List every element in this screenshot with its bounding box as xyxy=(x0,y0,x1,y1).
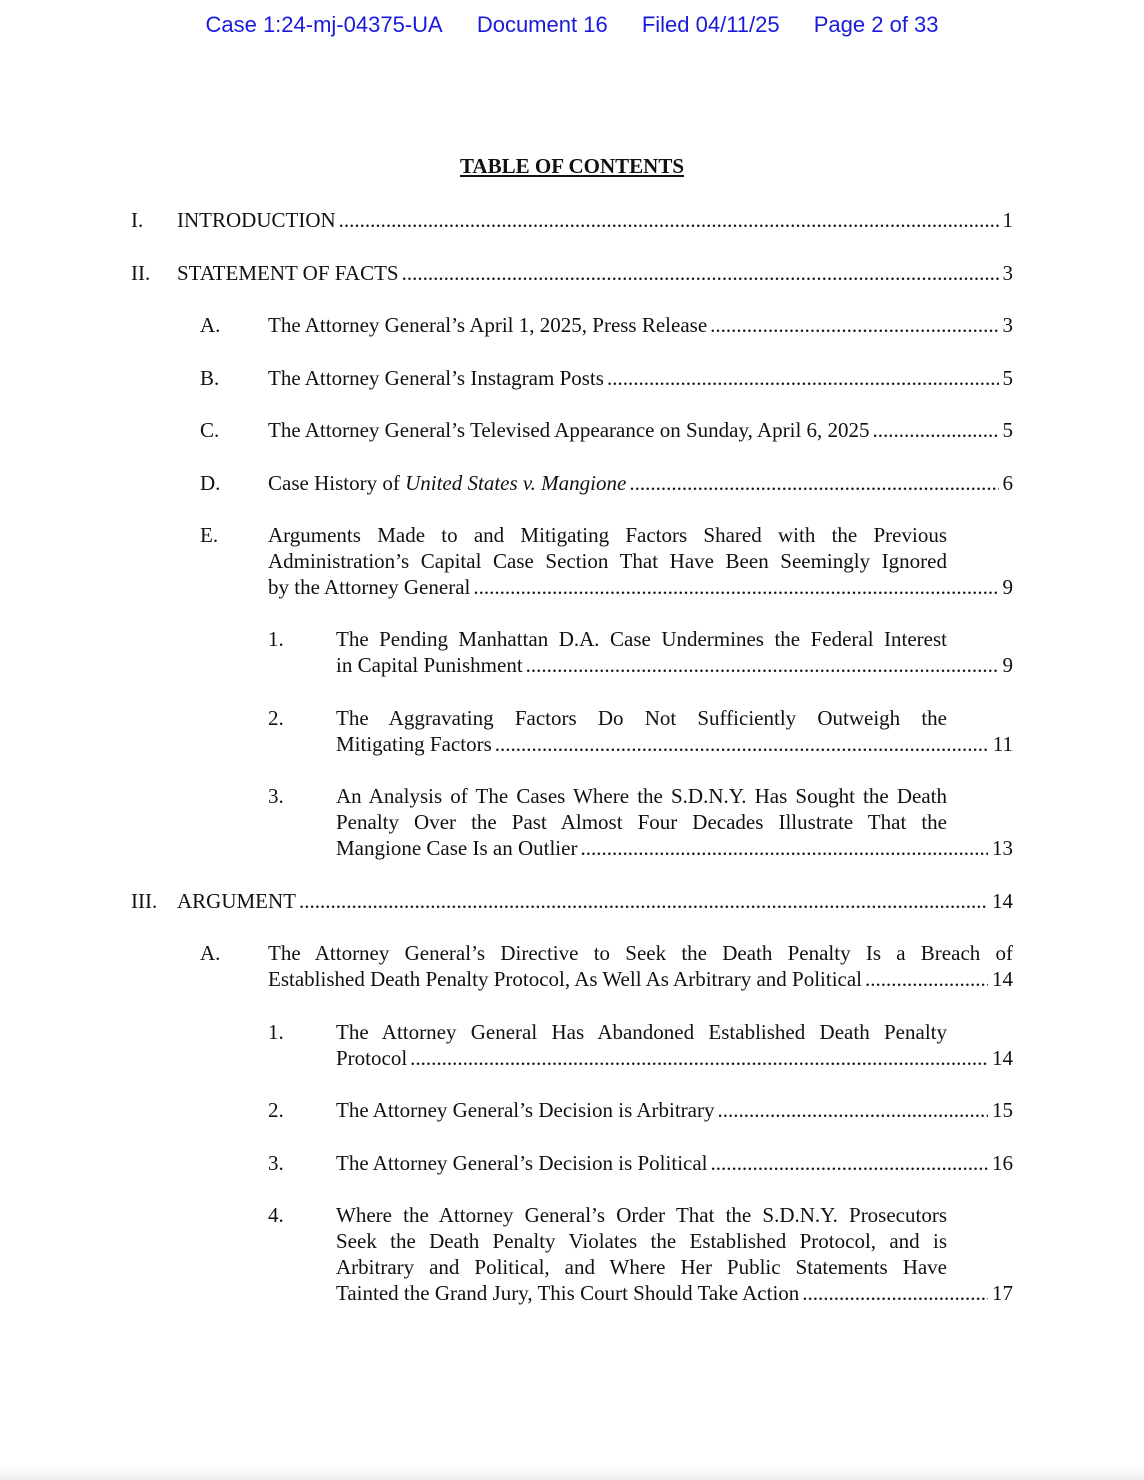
dot-leader xyxy=(711,1150,989,1176)
toc-entry-last-line xyxy=(336,1150,1013,1176)
toc-entry-text xyxy=(177,260,1013,286)
dot-leader xyxy=(526,652,999,678)
toc-entry-line: Where the Attorney General’s Order That the S.D.N.Y. Prosecutors xyxy=(336,1203,947,1227)
toc-entry-number: 2. xyxy=(268,706,284,730)
toc-entry-last-line xyxy=(177,260,1013,286)
toc-entry-number: D. xyxy=(200,471,221,495)
toc-entry-last-line xyxy=(336,1045,1013,1071)
toc-entry-text xyxy=(268,417,1013,443)
toc-entry-last-line xyxy=(268,470,1013,496)
toc-entry-number: 1. xyxy=(268,627,284,651)
toc-page-number: 15 xyxy=(992,1098,1013,1122)
toc-entry-number: 3. xyxy=(268,784,284,808)
toc-entry-line: The Pending Manhattan D.A. Case Undermines the Federal Interest xyxy=(336,627,947,651)
dot-leader xyxy=(802,1280,988,1306)
toc-entry-line: Penalty Over the Past Almost Four Decades Illustrate That the xyxy=(336,810,947,834)
toc-entry-text xyxy=(177,888,1013,914)
toc-entry-last-line xyxy=(336,731,1013,757)
toc-entry-number: 1. xyxy=(268,1020,284,1044)
toc-page-number: 14 xyxy=(992,1046,1013,1070)
dot-leader xyxy=(717,1097,988,1123)
dot-leader xyxy=(865,966,988,992)
toc-entry-label: Protocol xyxy=(336,1046,408,1070)
toc-entry-label: The Attorney General’s Instagram Posts xyxy=(268,366,604,390)
dot-leader xyxy=(580,835,988,861)
toc-entry-number: C. xyxy=(200,418,220,442)
toc-entry-number: E. xyxy=(200,523,219,547)
toc-entry-number: III. xyxy=(131,889,158,913)
toc-entry-last-line xyxy=(336,652,1013,678)
toc-entry-last-line xyxy=(336,1280,1013,1306)
toc-page-number: 17 xyxy=(992,1281,1013,1305)
toc-entry-label: ARGUMENT xyxy=(177,889,296,913)
toc-page-number: 3 xyxy=(1002,261,1013,285)
toc-page-number: 14 xyxy=(992,967,1013,991)
toc-entry-text xyxy=(336,1019,1013,1071)
toc-entry-label: in Capital Punishment xyxy=(336,653,523,677)
toc-entry-last-line xyxy=(268,312,1013,338)
dot-leader xyxy=(873,417,999,443)
toc-entry-text xyxy=(336,1150,1013,1176)
toc-entry-text xyxy=(268,470,1013,496)
dot-leader xyxy=(339,207,999,233)
toc-entry-last-line xyxy=(268,365,1013,391)
toc-entry-label: The Attorney General’s April 1, 2025, Press Release xyxy=(268,313,708,337)
dot-leader xyxy=(710,312,998,338)
toc-page-number: 5 xyxy=(1002,366,1013,390)
toc-page-number: 6 xyxy=(1002,471,1013,495)
toc-entry-line: The Attorney General’s Directive to Seek the Death Penalty Is a Breach of xyxy=(268,941,1013,965)
toc-entry-label: Mitigating Factors xyxy=(336,732,492,756)
toc-page-number: 11 xyxy=(992,732,1013,756)
toc-page-number: 5 xyxy=(1002,418,1013,442)
dot-leader xyxy=(299,888,988,914)
toc-entry-label: Tainted the Grand Jury, This Court Should Take Action xyxy=(336,1281,800,1305)
toc-entry-text xyxy=(336,626,1013,678)
toc-entry-label: Established Death Penalty Protocol, As Well As Arbitrary and Political xyxy=(268,967,863,991)
dot-leader xyxy=(473,574,998,600)
dot-leader xyxy=(402,260,999,286)
toc-entry-number: II. xyxy=(131,261,151,285)
toc-entry-line: The Aggravating Factors Do Not Sufficiently Outweigh the xyxy=(336,706,947,730)
toc-entry-text xyxy=(336,1097,1013,1123)
dot-leader xyxy=(629,470,998,496)
toc-entry-last-line xyxy=(268,417,1013,443)
toc-entry-text xyxy=(268,940,1013,992)
toc-entry-label xyxy=(268,470,626,496)
toc-page-number: 3 xyxy=(1002,313,1013,337)
toc-entry-label: by the Attorney General xyxy=(268,575,471,599)
toc-entry-label: INTRODUCTION xyxy=(177,208,336,232)
toc-entry-text xyxy=(177,207,1013,233)
toc-entry-number: 2. xyxy=(268,1098,284,1122)
toc-page-number: 14 xyxy=(992,889,1013,913)
toc-entry-line: Seek the Death Penalty Violates the Established Protocol, and is xyxy=(336,1229,947,1253)
toc-entry-label: STATEMENT OF FACTS xyxy=(177,261,399,285)
toc-entry-text xyxy=(268,312,1013,338)
toc-entry-line: Arguments Made to and Mitigating Factors Shared with the Previous xyxy=(268,523,947,547)
toc-entry-text xyxy=(268,365,1013,391)
toc-entry-last-line xyxy=(336,835,1013,861)
toc-entry-number: I. xyxy=(131,208,144,232)
toc-entry-text xyxy=(336,705,1013,757)
toc-entry-number: 4. xyxy=(268,1203,284,1227)
toc-page-number: 1 xyxy=(1002,208,1013,232)
toc-entry-line: Administration’s Capital Case Section That Have Been Seemingly Ignored xyxy=(268,549,947,573)
toc-entry-last-line xyxy=(177,207,1013,233)
toc-entry-label: The Attorney General’s Decision is Arbitrary xyxy=(336,1098,715,1122)
toc-entry-label-prefix: Case History of xyxy=(268,471,406,495)
toc-entry-number: 3. xyxy=(268,1151,284,1175)
toc-page-number: 9 xyxy=(1002,653,1013,677)
case-name-italic: United States v. Mangione xyxy=(405,471,627,495)
toc-entry-last-line xyxy=(177,888,1013,914)
page-title: TABLE OF CONTENTS xyxy=(459,154,685,178)
toc-entry-label: The Attorney General’s Televised Appearance on Sunday, April 6, 2025 xyxy=(268,418,870,442)
toc-entry-line: Arbitrary and Political, and Where Her Public Statements Have xyxy=(336,1255,947,1279)
document-number: Document 16 xyxy=(476,12,608,37)
filed-date: Filed 04/11/25 xyxy=(641,12,780,37)
toc-entry-text xyxy=(336,783,1013,861)
toc-entry-number: A. xyxy=(200,313,221,337)
toc-entry-last-line xyxy=(268,574,1013,600)
dot-leader xyxy=(495,731,989,757)
toc-entry-text xyxy=(336,1202,1013,1306)
toc-entry-last-line xyxy=(268,966,1013,992)
toc-entry-line: The Attorney General Has Abandoned Established Death Penalty xyxy=(336,1020,947,1044)
toc-entry-number: A. xyxy=(200,941,221,965)
toc-entry-last-line xyxy=(336,1097,1013,1123)
toc-entry-label: Mangione Case Is an Outlier xyxy=(336,836,578,860)
toc-page-number: 9 xyxy=(1002,575,1013,599)
page-edge-shadow xyxy=(0,1466,1144,1480)
ecf-header xyxy=(0,12,1144,38)
toc-entry-number: B. xyxy=(200,366,220,390)
dot-leader xyxy=(410,1045,988,1071)
dot-leader xyxy=(607,365,999,391)
toc-entry-line: An Analysis of The Cases Where the S.D.N.Y. Has Sought the Death xyxy=(336,784,947,808)
case-number: Case 1:24-mj-04375-UA xyxy=(205,12,443,37)
toc-page-number: 16 xyxy=(992,1151,1013,1175)
toc-entry-text xyxy=(268,522,1013,600)
toc-page-number: 13 xyxy=(992,836,1013,860)
toc-entry-label: The Attorney General’s Decision is Political xyxy=(336,1151,708,1175)
page-indicator: Page 2 of 33 xyxy=(813,12,939,37)
